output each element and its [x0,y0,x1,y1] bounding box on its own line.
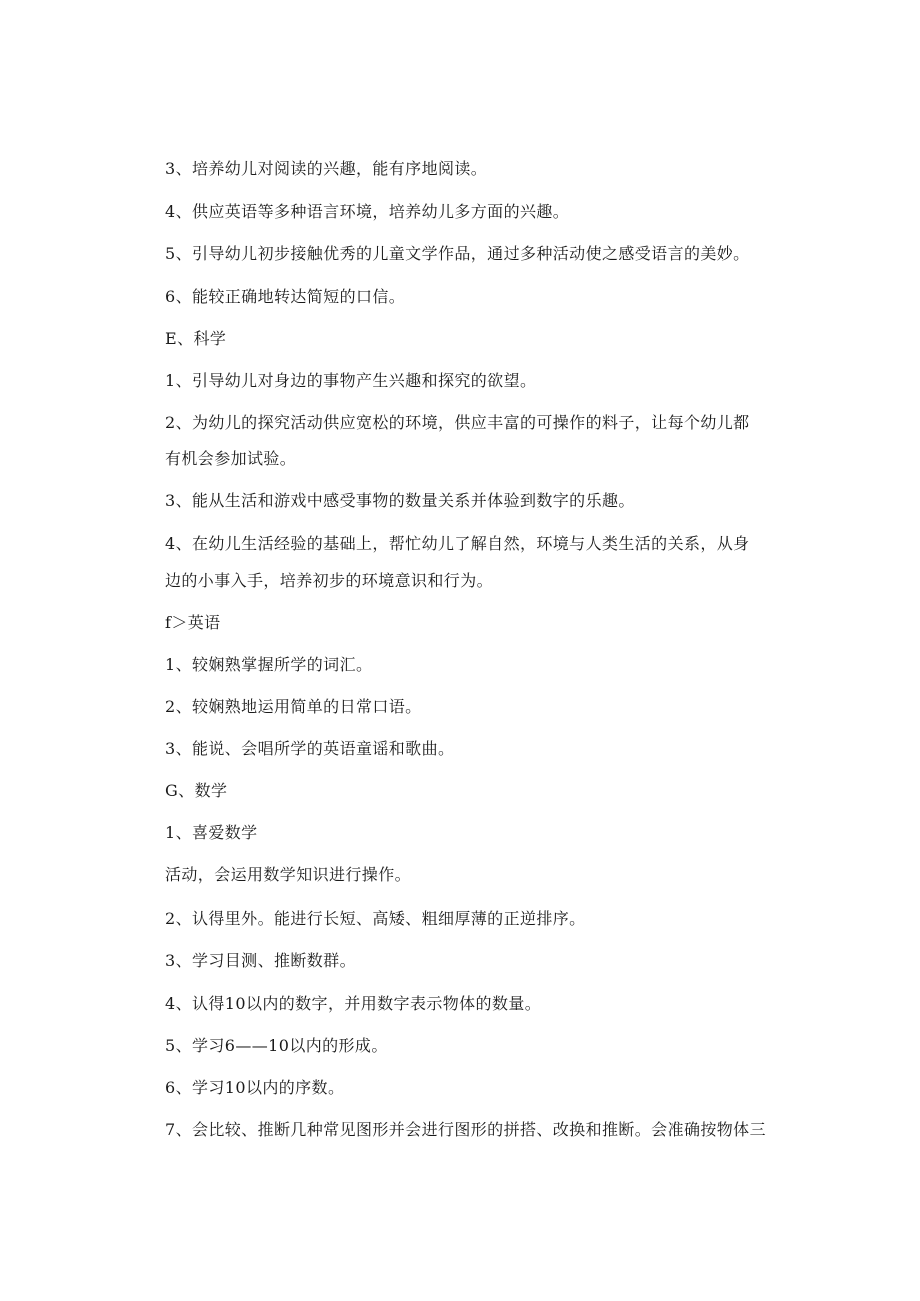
text-line: 4、认得10以内的数字，并用数字表示物体的数量。 [165,994,542,1013]
text-line: 7、会比较、推断几种常见图形并会进行图形的拼搭、改换和推断。会准确按物体三 [165,1120,766,1139]
text-line: 2、为幼儿的探究活动供应宽松的环境，供应丰富的可操作的料子，让每个幼儿都 [165,413,750,432]
text-line: 2、较娴熟地运用简单的日常口语。 [165,697,422,716]
text-line-continuation: 边的小事入手，培养初步的环境意识和行为。 [165,571,494,590]
text-line-continuation: 活动，会运用数学知识进行操作。 [165,865,412,884]
section-heading: f＞英语 [165,613,221,632]
text-line: 3、能从生活和游戏中感受事物的数量关系并体验到数字的乐趣。 [165,491,635,510]
section-heading: E、科学 [165,329,227,348]
text-line-continuation: 有机会参加试验。 [165,449,297,468]
text-line: 4、供应英语等多种语言环境，培养幼儿多方面的兴趣。 [165,202,570,221]
text-line: 2、认得里外。能进行长短、高矮、粗细厚薄的正逆排序。 [165,909,586,928]
text-line: 5、学习6——10以内的形成。 [165,1036,388,1055]
text-line: 1、较娴熟掌握所学的词汇。 [165,655,373,674]
text-line: 3、学习目测、推断数群。 [165,951,356,970]
text-line: 3、能说、会唱所学的英语童谣和歌曲。 [165,739,455,758]
section-heading: G、数学 [165,781,228,800]
text-line: 3、培养幼儿对阅读的兴趣，能有序地阅读。 [165,159,488,178]
text-line: 4、在幼儿生活经验的基础上，帮忙幼儿了解自然，环境与人类生活的关系，从身 [165,534,750,553]
text-line: 1、引导幼儿对身边的事物产生兴趣和探究的欲望。 [165,371,537,390]
text-line: 5、引导幼儿初步接触优秀的儿童文学作品，通过多种活动使之感受语言的美妙。 [165,244,750,263]
text-line: 6、学习10以内的序数。 [165,1078,345,1097]
text-line: 1、喜爱数学 [165,823,258,842]
text-line: 6、能较正确地转达简短的口信。 [165,287,406,306]
